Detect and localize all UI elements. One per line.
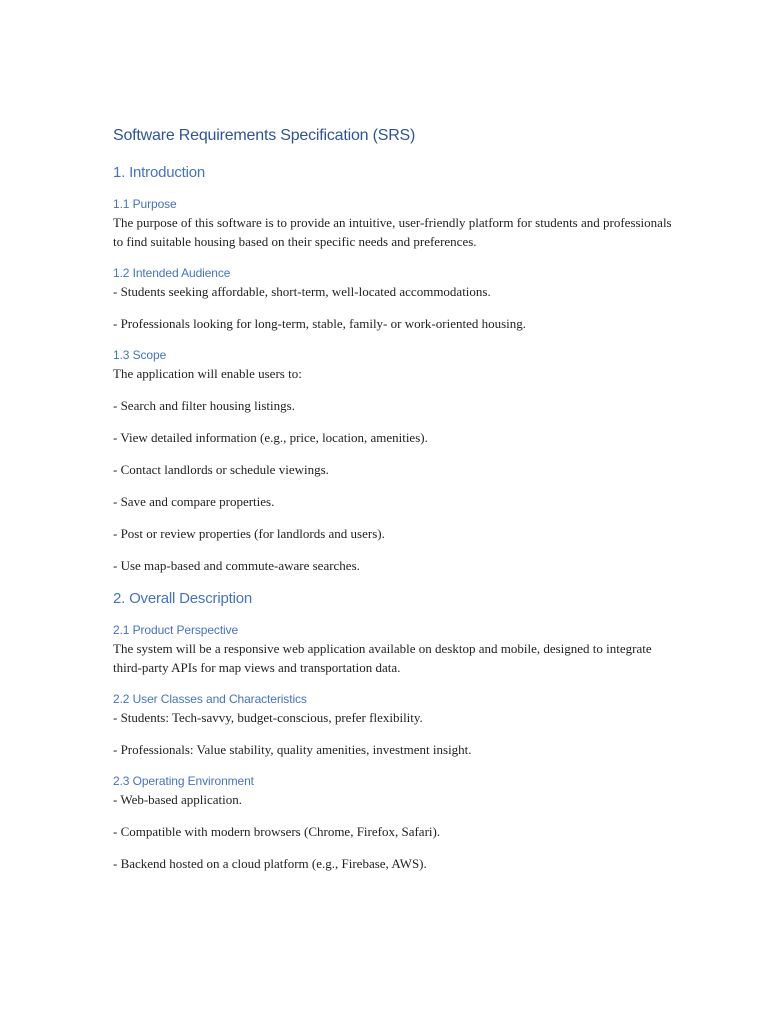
subsection-heading-user-classes: 2.2 User Classes and Characteristics xyxy=(113,692,307,706)
list-item: - Save and compare properties. xyxy=(113,494,275,509)
document-title: Software Requirements Specification (SRS) xyxy=(113,127,416,144)
list-item: - Web-based application. xyxy=(113,792,243,807)
list-item: - Students: Tech-savvy, budget-conscious, prefer flexibility. xyxy=(113,710,423,725)
list-item: - Students seeking affordable, short-term, well-located accommodations. xyxy=(113,284,491,299)
product-perspective-paragraph: The system will be a responsive web application available on desktop and mobile, designed to integrate third-party APIs for map views and transportation data. xyxy=(113,641,652,675)
list-item: - Professionals: Value stability, quality amenities, investment insight. xyxy=(113,742,472,757)
list-item: - Contact landlords or schedule viewings. xyxy=(113,462,329,477)
section-heading-introduction: 1. Introduction xyxy=(113,164,206,181)
list-item: - Compatible with modern browsers (Chrome, Firefox, Safari). xyxy=(113,824,441,839)
document-content xyxy=(113,124,673,886)
subsection-heading-product-perspective: 2.1 Product Perspective xyxy=(113,623,239,637)
list-item: - Use map-based and commute-aware searches. xyxy=(113,558,360,573)
list-item: - Post or review properties (for landlords and users). xyxy=(113,526,385,541)
list-item: - Backend hosted on a cloud platform (e.g., Firebase, AWS). xyxy=(113,856,427,871)
list-item: - Professionals looking for long-term, stable, family- or work-oriented housing. xyxy=(113,316,527,331)
list-item: - Search and filter housing listings. xyxy=(113,398,295,413)
scope-lead: The application will enable users to: xyxy=(113,366,302,381)
purpose-paragraph: The purpose of this software is to provide an intuitive, user-friendly platform for students and professionals to find suitable housing based on their specific needs and preferences. xyxy=(113,215,672,249)
section-heading-overall-description: 2. Overall Description xyxy=(113,590,252,607)
list-item: - View detailed information (e.g., price, location, amenities). xyxy=(113,430,428,445)
subsection-heading-operating-environment: 2.3 Operating Environment xyxy=(113,774,254,788)
subsection-heading-audience: 1.2 Intended Audience xyxy=(113,266,231,280)
subsection-heading-purpose: 1.1 Purpose xyxy=(113,197,177,211)
subsection-heading-scope: 1.3 Scope xyxy=(113,348,167,362)
